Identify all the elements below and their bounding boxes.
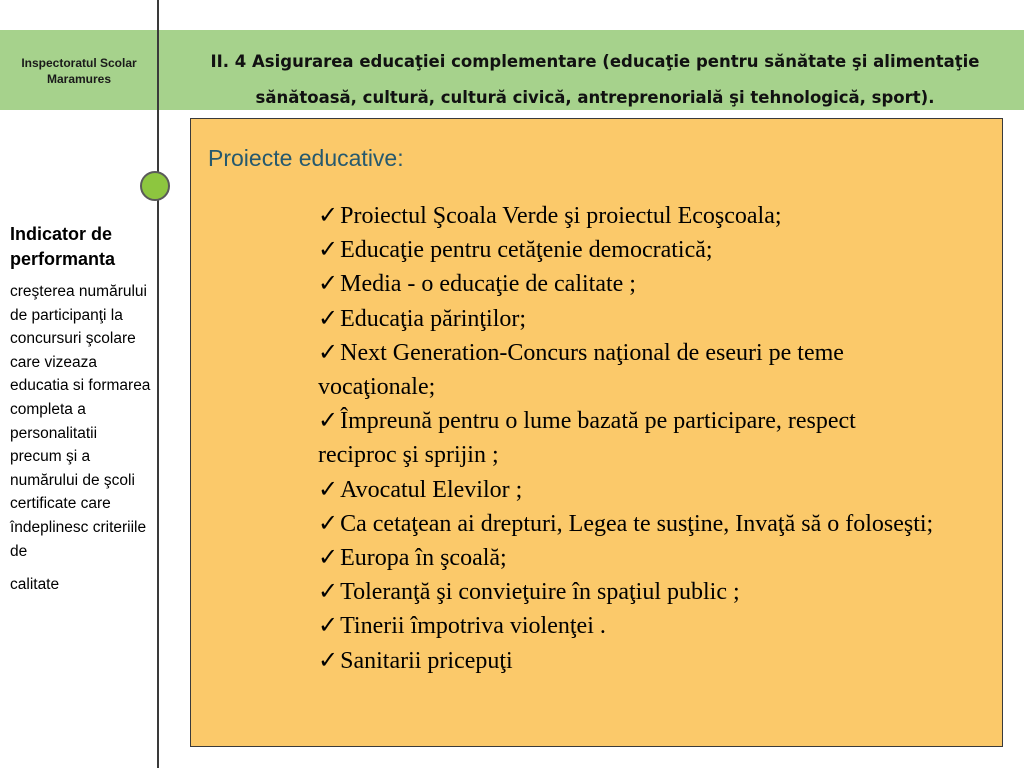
list-item-text: Europa în şcoală; [340, 545, 507, 572]
list-item [318, 404, 938, 472]
list-item [318, 609, 938, 643]
slide-title: II. 4 Asigurarea educaţiei complementare (educaţie pentru sănătate şi alimentaţie sănătoasă, cultură, cultură civică, antreprenorială şi tehnologică, sport). [210, 52, 980, 107]
checkmark-icon: ✓ [318, 237, 339, 264]
organization-name: Inspectoratul Scolar Maramures [21, 56, 137, 86]
checkmark-icon: ✓ [318, 613, 339, 640]
list-item-text: Ca cetaţean ai drepturi, Legea te susţine, Invaţă să o foloseşti; [340, 510, 934, 537]
list-item [318, 644, 938, 678]
list-item [318, 473, 938, 507]
checkmark-icon: ✓ [318, 647, 339, 674]
checkmark-icon: ✓ [318, 408, 339, 435]
list-item [318, 575, 938, 609]
list-item-text: Media - o educaţie de calitate ; [340, 271, 636, 298]
indicator-description-last: calitate [10, 576, 60, 594]
vertical-divider-line [157, 0, 159, 768]
checkmark-icon: ✓ [318, 339, 339, 366]
list-item [318, 507, 938, 541]
checkmark-icon: ✓ [318, 305, 339, 332]
sidebar [10, 222, 152, 597]
list-item-text: Tinerii împotriva violenţei . [340, 613, 606, 640]
list-item [318, 302, 938, 336]
checkmark-icon: ✓ [318, 476, 339, 503]
list-item [318, 336, 938, 404]
list-item-text: Educaţie pentru cetăţenie democratică; [340, 237, 713, 264]
list-item-text: Toleranţă şi convieţuire în spaţiul public ; [340, 579, 740, 606]
indicator-description [10, 280, 152, 597]
checkmark-icon: ✓ [318, 545, 339, 572]
checkmark-icon: ✓ [318, 579, 339, 606]
list-item-text: Proiectul Şcoala Verde şi proiectul Ecoşcoala; [340, 203, 782, 229]
content-box [190, 118, 1003, 747]
list-item-text: Avocatul Elevilor ; [340, 476, 523, 503]
projects-heading: Proiecte educative: [208, 145, 404, 171]
project-list [318, 199, 938, 678]
indicator-description-text: creşterea numărului de participanţi la concursuri şcolare care vizeaza educatia si formarea completa a personalitatii precum şi a numărului de şcoli certificate care îndeplinesc criteriile de [10, 283, 151, 560]
checkmark-icon: ✓ [318, 203, 339, 229]
green-circle-marker [140, 171, 170, 201]
list-item-text: Educaţia părinţilor; [340, 305, 527, 332]
list-item-text: Împreună pentru o lume bazată pe participare, respect reciproc şi sprijin ; [318, 408, 856, 469]
list-item-text: Sanitarii pricepuţi [340, 647, 513, 674]
list-item [318, 233, 938, 267]
list-item-text: Next Generation-Concurs naţional de eseuri pe teme vocaţionale; [318, 339, 844, 401]
indicator-title: Indicator de performanta [10, 224, 116, 269]
checkmark-icon: ✓ [318, 510, 339, 537]
list-item [318, 199, 938, 233]
list-item [318, 267, 938, 301]
checkmark-icon: ✓ [318, 271, 339, 298]
list-item [318, 541, 938, 575]
